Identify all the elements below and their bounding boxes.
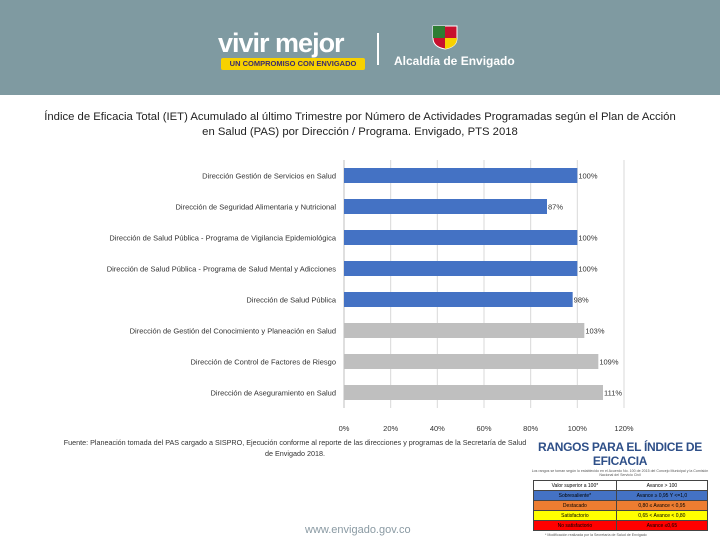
- range-label: Destacado: [533, 501, 617, 511]
- x-tick-label: 40%: [429, 424, 445, 433]
- bar: [344, 199, 547, 214]
- data-label: 100%: [578, 171, 598, 181]
- data-label: 100%: [578, 233, 598, 243]
- source-note: Fuente: Planeación tomada del PAS cargado a SISPRO, Ejecución conforme al reporte de las direcciones y programas de la Secretaría de Salud de Envigado 2018.: [63, 438, 527, 458]
- bar: [344, 261, 577, 276]
- x-tick-label: 120%: [614, 424, 634, 433]
- ranges-table: [533, 480, 708, 531]
- range-value: Avance ≥ 0,95 Y <=1,0: [617, 491, 707, 501]
- range-value: 0,65 < Avance < 0,80: [617, 511, 707, 521]
- chart-title: Índice de Eficacia Total (IET) Acumulado al último Trimestre por Número de Actividades Programadas según el Plan de Acción en Salud (PAS) por Dirección / Programa. Envigado, PTS 2018: [44, 111, 676, 138]
- x-tick-label: 100%: [567, 424, 587, 433]
- bar: [344, 354, 598, 369]
- ranges-header-label: Valor superior a 100*: [533, 481, 617, 491]
- category-label: Dirección de Aseguramiento en Salud: [210, 388, 336, 398]
- x-tick-label: 80%: [523, 424, 539, 433]
- ranges-header-row: [533, 481, 707, 491]
- logo-wordmark: vivir mejor: [218, 28, 344, 58]
- ranges-panel: [525, 440, 715, 540]
- category-label: Dirección de Salud Pública: [246, 295, 336, 305]
- bar: [344, 230, 577, 245]
- website-link[interactable]: www.envigado.gov.co: [305, 524, 411, 536]
- category-label: Dirección de Seguridad Alimentaria y Nutricional: [175, 202, 336, 212]
- data-label: 111%: [604, 388, 623, 398]
- ranges-row: [533, 511, 707, 521]
- data-label: 100%: [578, 264, 598, 274]
- ranges-title: RANGOS PARA EL ÍNDICE DE EFICACIA: [538, 440, 702, 468]
- ranges-row: [533, 491, 707, 501]
- category-label: Dirección de Control de Factores de Riesgo: [190, 357, 336, 367]
- range-value: 0,80 ≤ Avance < 0,95: [617, 501, 707, 511]
- data-label: 103%: [585, 326, 605, 336]
- range-label: Satisfactorio: [533, 511, 617, 521]
- bar: [344, 292, 573, 307]
- bar: [344, 385, 603, 400]
- data-label: 109%: [599, 357, 619, 367]
- x-tick-label: 60%: [476, 424, 492, 433]
- bar: [344, 323, 584, 338]
- bar: [344, 168, 577, 183]
- ranges-row: [533, 501, 707, 511]
- category-label: Dirección de Salud Pública - Programa de Salud Mental y Adicciones: [106, 264, 336, 274]
- category-label: Dirección de Salud Pública - Programa de Vigilancia Epidemiológica: [109, 233, 336, 243]
- category-label: Dirección Gestión de Servicios en Salud: [202, 171, 336, 181]
- ranges-row: [533, 521, 707, 531]
- x-tick-label: 0%: [338, 424, 350, 433]
- ranges-header-range: Avance > 100: [617, 481, 707, 491]
- ranges-subtitle: Los rangos se toman según lo establecido en el Acuerdo No. 100 de 2015 del Concejo Municipal y la Comisión Nacional del Servicio Civil: [531, 469, 709, 477]
- category-label: Dirección de Gestión del Conocimiento y Planeación en Salud: [129, 326, 336, 336]
- data-label: 87%: [548, 202, 564, 212]
- data-label: 98%: [573, 295, 589, 305]
- x-tick-label: 20%: [383, 424, 399, 433]
- alcaldia-label: Alcaldía de Envigado: [394, 54, 515, 68]
- range-label: No satisfactorio: [533, 521, 617, 531]
- ranges-footnote: * Modificación realizada por la Secretaría de Salud de Envigado: [545, 533, 647, 537]
- logo-tagline: UN COMPROMISO CON ENVIGADO: [221, 58, 365, 70]
- range-label: Sobresaliente*: [533, 491, 617, 501]
- range-value: Avance ≤0,65: [617, 521, 707, 531]
